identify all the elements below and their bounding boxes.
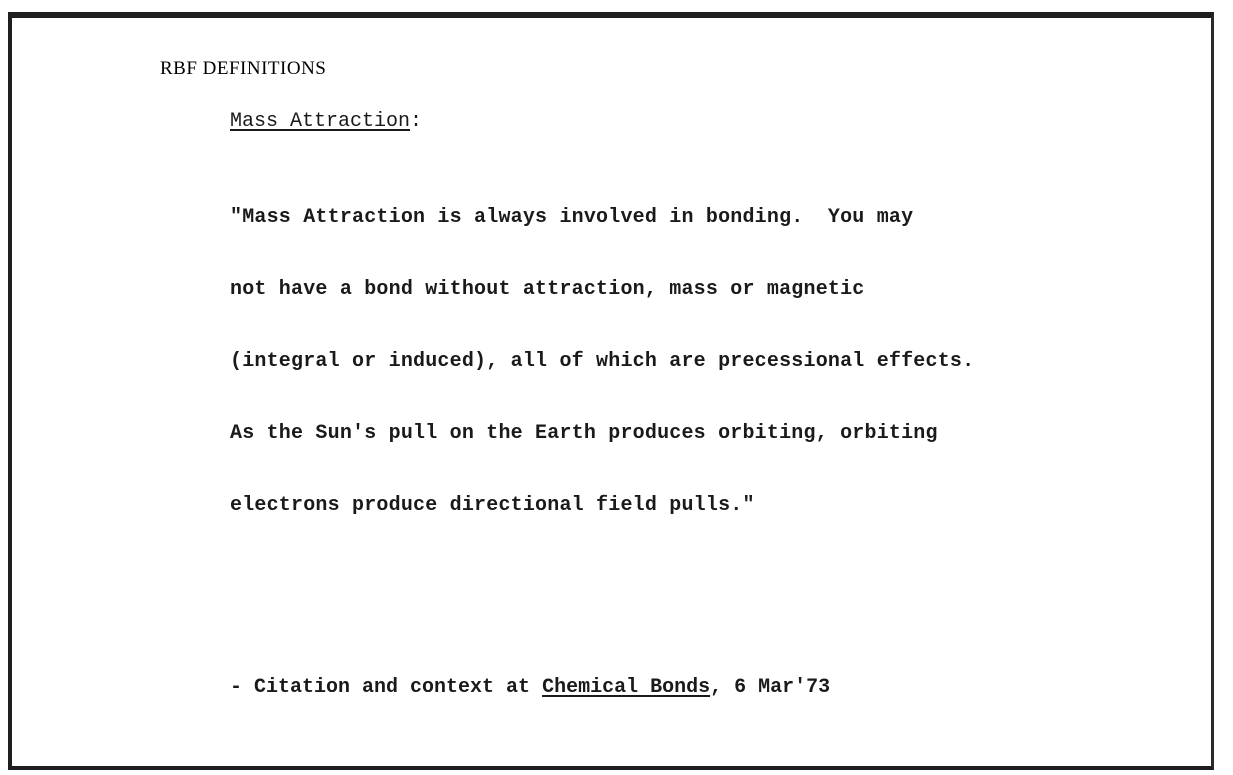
citation-prefix: - Citation and context at (230, 676, 543, 699)
citation-suffix: , 6 Mar'73 (710, 676, 831, 699)
quote-line: (integral or induced), all of which are precessional effects. (230, 350, 975, 373)
quote-line: "Mass Attraction is always involved in bonding. You may (230, 206, 914, 229)
quote-line: As the Sun's pull on the Earth produces orbiting, orbiting (230, 422, 938, 445)
citation-line (230, 676, 830, 699)
quote-line: not have a bond without attraction, mass or magnetic (230, 278, 865, 301)
citation-link[interactable]: Chemical Bonds (542, 676, 711, 699)
term-suffix: : (410, 110, 423, 133)
definition-quote (230, 158, 974, 566)
definition-card (8, 12, 1214, 770)
card-header: RBF DEFINITIONS (160, 58, 327, 79)
quote-line: electrons produce directional field pulls." (230, 494, 755, 517)
term-heading (230, 110, 422, 133)
term-title: Mass Attraction (230, 110, 411, 133)
